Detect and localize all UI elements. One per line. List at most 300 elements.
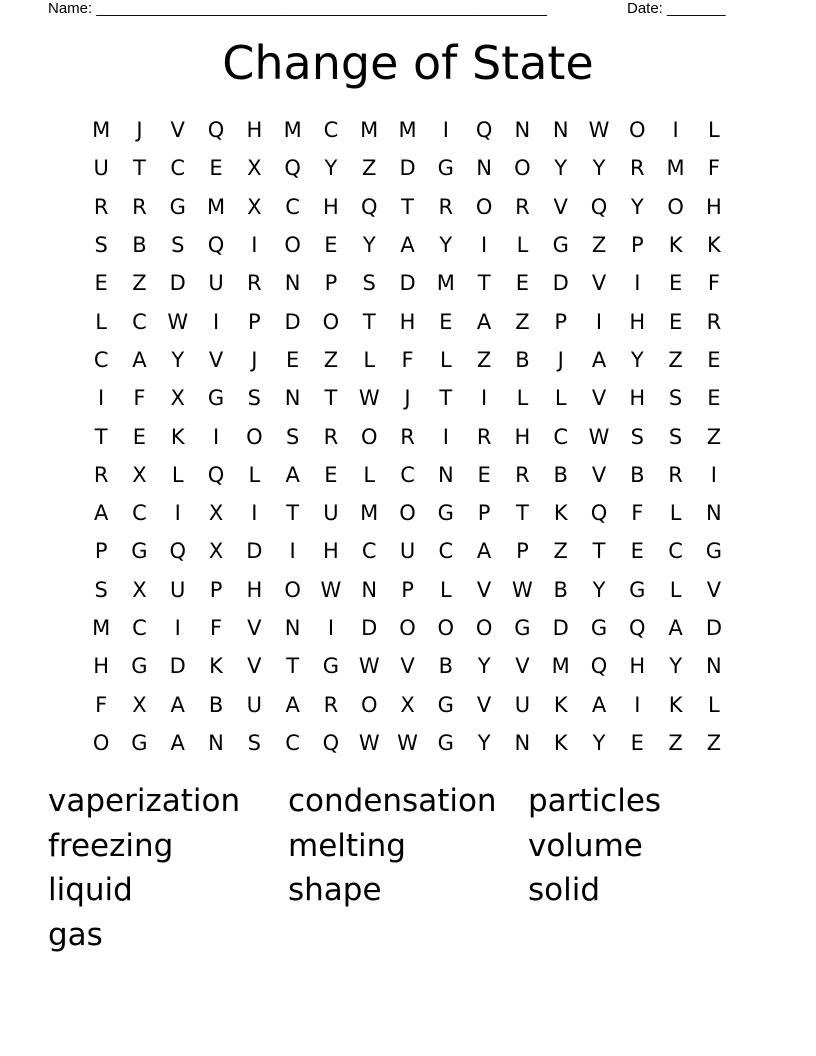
grid-letter: F bbox=[401, 347, 414, 372]
grid-letter: A bbox=[132, 347, 147, 372]
grid-letter: F bbox=[707, 271, 720, 296]
grid-letter: N bbox=[284, 616, 301, 640]
grid-letter: H bbox=[629, 654, 646, 679]
grid-letter: V bbox=[591, 271, 607, 296]
grid-letter: O bbox=[360, 424, 378, 449]
grid-letter: W bbox=[588, 118, 610, 143]
grid-letter: O bbox=[284, 233, 301, 258]
grid-letter: K bbox=[170, 424, 185, 449]
grid-letter: C bbox=[132, 501, 147, 526]
grid-letter: F bbox=[133, 386, 146, 411]
grid-letter: K bbox=[553, 692, 568, 717]
grid-letter: S bbox=[94, 233, 108, 258]
grid-letter: C bbox=[132, 309, 147, 334]
grid-letter: H bbox=[706, 194, 722, 219]
grid-letter: I bbox=[251, 501, 258, 526]
grid-letter: H bbox=[399, 309, 416, 334]
word-list-item: particles bbox=[528, 783, 662, 819]
grid-letter: I bbox=[327, 616, 335, 640]
grid-letter: R bbox=[247, 271, 262, 296]
grid-letter: H bbox=[629, 386, 646, 411]
grid-letter: U bbox=[93, 156, 109, 181]
grid-letter: L bbox=[669, 501, 682, 526]
grid-letter: O bbox=[475, 194, 493, 219]
grid-letter: Q bbox=[284, 156, 301, 181]
grid-letter: I bbox=[251, 233, 258, 258]
grid-letter: P bbox=[324, 271, 338, 296]
grid-letter: Q bbox=[169, 539, 186, 564]
grid-letter: Q bbox=[475, 118, 493, 143]
grid-letter: E bbox=[630, 539, 644, 564]
grid-letter: V bbox=[515, 654, 530, 679]
grid-letter: Z bbox=[362, 156, 377, 181]
grid-letter: T bbox=[286, 654, 300, 679]
grid-letter: F bbox=[209, 616, 223, 640]
grid-letter: C bbox=[400, 462, 415, 487]
grid-letter: J bbox=[136, 118, 143, 143]
grid-letter: R bbox=[438, 194, 454, 219]
grid-letter: V bbox=[591, 462, 607, 487]
grid-letter: R bbox=[323, 692, 339, 717]
grid-letter: J bbox=[404, 386, 411, 411]
grid-letter: G bbox=[207, 386, 225, 411]
grid-letter: D bbox=[169, 271, 186, 296]
grid-letter: G bbox=[322, 654, 340, 679]
grid-letter: R bbox=[630, 156, 645, 181]
grid-letter: E bbox=[668, 271, 683, 296]
grid-letter: L bbox=[363, 347, 376, 372]
grid-letter: R bbox=[476, 424, 492, 449]
grid-letter: T bbox=[362, 309, 376, 334]
grid-letter: E bbox=[94, 271, 108, 296]
grid-letter: T bbox=[94, 424, 108, 449]
grid-letter: N bbox=[706, 501, 722, 526]
grid-letter: A bbox=[476, 309, 492, 334]
grid-letter: L bbox=[669, 577, 682, 602]
grid-letter: U bbox=[514, 692, 531, 717]
grid-letter: A bbox=[400, 233, 415, 258]
grid-letter: V bbox=[247, 654, 262, 679]
letter-grid bbox=[82, 111, 733, 762]
grid-letter: S bbox=[171, 233, 185, 258]
grid-letter: G bbox=[437, 156, 454, 181]
grid-letter: X bbox=[132, 692, 147, 717]
grid-letter: K bbox=[668, 233, 683, 258]
grid-letter: T bbox=[477, 271, 491, 296]
grid-letter: A bbox=[668, 616, 683, 640]
grid-letter: Y bbox=[592, 730, 606, 755]
grid-letter: R bbox=[93, 194, 109, 219]
grid-letter: P bbox=[248, 309, 261, 334]
grid-letter: L bbox=[439, 577, 452, 602]
grid-letter: K bbox=[707, 233, 721, 258]
grid-letter: P bbox=[516, 539, 529, 564]
word-list-item: melting bbox=[288, 827, 406, 864]
grid-letter: W bbox=[358, 386, 380, 411]
grid-letter: N bbox=[706, 654, 722, 679]
grid-letter: G bbox=[437, 692, 454, 717]
grid-letter: O bbox=[629, 118, 646, 143]
grid-letter: M bbox=[436, 271, 455, 296]
grid-letter: A bbox=[476, 539, 492, 564]
grid-letter: V bbox=[706, 577, 722, 602]
grid-letter: C bbox=[438, 539, 454, 564]
grid-letter: G bbox=[131, 730, 148, 755]
grid-letter: G bbox=[705, 539, 723, 564]
grid-letter: I bbox=[98, 386, 105, 411]
grid-letter: N bbox=[208, 730, 224, 755]
grid-letter: R bbox=[515, 194, 530, 219]
grid-letter: O bbox=[399, 501, 416, 526]
grid-letter: Y bbox=[171, 347, 185, 372]
grid-letter: V bbox=[400, 654, 415, 679]
grid-letter: C bbox=[170, 156, 186, 181]
grid-letter: Z bbox=[132, 271, 147, 296]
grid-letter: X bbox=[208, 501, 224, 526]
grid-letter: V bbox=[476, 577, 492, 602]
grid-letter: P bbox=[401, 577, 414, 602]
word-list-item: freezing bbox=[48, 827, 174, 864]
grid-letter: F bbox=[631, 501, 644, 526]
grid-letter: I bbox=[634, 692, 641, 717]
grid-letter: X bbox=[132, 462, 147, 487]
grid-letter: U bbox=[246, 692, 263, 717]
grid-letter: L bbox=[439, 347, 452, 372]
grid-letter: O bbox=[399, 616, 416, 640]
grid-letter: W bbox=[512, 577, 533, 602]
grid-letter: E bbox=[668, 309, 683, 334]
grid-letter: L bbox=[248, 462, 261, 487]
grid-letter: P bbox=[554, 309, 568, 334]
grid-letter: H bbox=[514, 424, 531, 449]
grid-letter: W bbox=[167, 309, 189, 334]
grid-letter: J bbox=[557, 347, 564, 372]
grid-letter: D bbox=[399, 271, 416, 296]
word-list-item: liquid bbox=[48, 872, 133, 909]
grid-letter: K bbox=[209, 654, 223, 679]
grid-letter: H bbox=[629, 309, 646, 334]
grid-letter: Q bbox=[590, 654, 608, 679]
grid-letter: N bbox=[437, 462, 454, 487]
grid-letter: O bbox=[360, 692, 378, 717]
grid-letter: X bbox=[170, 386, 185, 411]
grid-letter: Q bbox=[590, 194, 608, 219]
grid-letter: I bbox=[442, 424, 449, 449]
grid-letter: C bbox=[285, 730, 300, 755]
grid-letter: W bbox=[588, 424, 610, 449]
grid-letter: L bbox=[95, 309, 107, 334]
grid-letter: X bbox=[208, 539, 224, 564]
grid-letter: I bbox=[212, 424, 220, 449]
grid-letter: O bbox=[92, 730, 110, 755]
word-list-item: volume bbox=[528, 827, 643, 864]
word-list-item: condensation bbox=[288, 783, 497, 819]
grid-letter: J bbox=[251, 347, 258, 372]
grid-letter: K bbox=[668, 692, 683, 717]
grid-letter: F bbox=[95, 692, 108, 717]
grid-letter: L bbox=[363, 462, 376, 487]
grid-letter: G bbox=[131, 654, 148, 679]
grid-letter: M bbox=[398, 118, 417, 143]
grid-letter: O bbox=[667, 194, 684, 219]
grid-letter: C bbox=[285, 194, 300, 219]
grid-letter: A bbox=[285, 692, 300, 717]
grid-letter: P bbox=[209, 577, 223, 602]
grid-letter: A bbox=[93, 501, 109, 526]
grid-letter: L bbox=[516, 233, 529, 258]
grid-letter: U bbox=[170, 577, 186, 602]
grid-letter: M bbox=[92, 118, 111, 143]
grid-letter: E bbox=[439, 309, 453, 334]
grid-letter: Y bbox=[477, 730, 491, 755]
grid-letter: I bbox=[212, 309, 220, 334]
grid-letter: I bbox=[710, 462, 717, 487]
grid-letter: I bbox=[634, 271, 641, 296]
grid-letter: T bbox=[516, 501, 529, 526]
grid-letter: E bbox=[285, 347, 300, 372]
grid-letter: E bbox=[707, 347, 721, 372]
grid-letter: D bbox=[552, 616, 569, 640]
grid-letter: Q bbox=[590, 501, 608, 526]
grid-letter: G bbox=[437, 730, 454, 755]
grid-letter: D bbox=[246, 539, 263, 564]
grid-letter: L bbox=[171, 462, 184, 487]
grid-letter: F bbox=[707, 156, 720, 181]
grid-letter: Z bbox=[706, 730, 722, 755]
grid-letter: Y bbox=[592, 577, 606, 602]
grid-letter: V bbox=[591, 386, 607, 411]
grid-letter: N bbox=[552, 118, 569, 143]
grid-letter: G bbox=[590, 616, 608, 640]
grid-letter: E bbox=[707, 386, 721, 411]
grid-letter: D bbox=[361, 616, 378, 640]
grid-letter: X bbox=[132, 577, 147, 602]
grid-letter: Y bbox=[630, 347, 644, 372]
grid-letter: T bbox=[133, 156, 146, 181]
grid-letter: G bbox=[629, 577, 646, 602]
grid-letter: G bbox=[169, 194, 186, 219]
grid-letter: I bbox=[481, 386, 488, 411]
grid-letter: K bbox=[553, 730, 568, 755]
grid-letter: T bbox=[439, 386, 453, 411]
word-list bbox=[48, 779, 768, 958]
grid-letter: Z bbox=[591, 233, 607, 258]
grid-letter: W bbox=[320, 577, 342, 602]
grid-letter: A bbox=[591, 692, 607, 717]
grid-letter: B bbox=[132, 233, 147, 258]
grid-letter: G bbox=[514, 616, 531, 640]
grid-letter: O bbox=[284, 577, 301, 602]
grid-letter: H bbox=[246, 577, 263, 602]
grid-letter: C bbox=[668, 539, 683, 564]
grid-letter: C bbox=[132, 616, 147, 640]
grid-letter: W bbox=[397, 730, 418, 755]
grid-letter: H bbox=[323, 539, 339, 564]
grid-letter: N bbox=[361, 577, 378, 602]
grid-letter: X bbox=[247, 156, 262, 181]
grid-letter: E bbox=[324, 462, 338, 487]
grid-letter: N bbox=[514, 118, 531, 143]
grid-letter: N bbox=[514, 730, 531, 755]
grid-letter: T bbox=[592, 539, 606, 564]
grid-letter: L bbox=[554, 386, 567, 411]
grid-letter: M bbox=[360, 501, 379, 526]
word-list-item: vaperization bbox=[48, 783, 241, 819]
grid-letter: Z bbox=[476, 347, 492, 372]
word-list-item: shape bbox=[288, 872, 382, 909]
grid-letter: S bbox=[362, 271, 376, 296]
grid-letter: O bbox=[437, 616, 455, 640]
grid-letter: Y bbox=[439, 233, 453, 258]
grid-letter: V bbox=[247, 616, 262, 640]
grid-letter: R bbox=[323, 424, 339, 449]
grid-letter: N bbox=[476, 156, 492, 181]
grid-letter: W bbox=[358, 654, 380, 679]
grid-letter: T bbox=[324, 386, 338, 411]
grid-letter: R bbox=[93, 462, 109, 487]
word-list-item: solid bbox=[528, 872, 601, 909]
grid-letter: Q bbox=[207, 233, 225, 258]
grid-letter: I bbox=[174, 501, 181, 526]
grid-letter: M bbox=[551, 654, 570, 679]
grid-letter: P bbox=[630, 233, 644, 258]
worksheet-header bbox=[48, 0, 748, 20]
grid-letter: T bbox=[401, 194, 414, 219]
grid-letter: S bbox=[247, 386, 261, 411]
grid-letter: M bbox=[283, 118, 302, 143]
grid-letter: V bbox=[476, 692, 492, 717]
grid-letter: N bbox=[284, 386, 301, 411]
grid-letter: D bbox=[552, 271, 569, 296]
grid-letter: B bbox=[438, 654, 454, 679]
grid-letter: U bbox=[399, 539, 416, 564]
grid-letter: P bbox=[94, 539, 108, 564]
grid-letter: R bbox=[515, 462, 530, 487]
date-field-label: Date: _______ bbox=[627, 0, 726, 17]
grid-letter: M bbox=[206, 194, 226, 219]
grid-letter: Y bbox=[630, 194, 644, 219]
grid-letter: V bbox=[553, 194, 568, 219]
grid-letter: Z bbox=[668, 730, 683, 755]
grid-letter: I bbox=[481, 233, 488, 258]
grid-letter: Y bbox=[592, 156, 606, 181]
word-list-item: gas bbox=[48, 917, 103, 954]
grid-letter: Z bbox=[668, 347, 683, 372]
grid-letter: A bbox=[170, 730, 185, 755]
grid-letter: G bbox=[131, 539, 148, 564]
grid-letter: Y bbox=[362, 233, 376, 258]
grid-letter: U bbox=[323, 501, 339, 526]
grid-letter: C bbox=[553, 424, 569, 449]
grid-letter: A bbox=[285, 462, 300, 487]
grid-letter: H bbox=[93, 654, 110, 679]
grid-letter: Q bbox=[629, 616, 646, 640]
grid-letter: Q bbox=[322, 730, 340, 755]
grid-letter: E bbox=[515, 271, 530, 296]
grid-letter: W bbox=[358, 730, 380, 755]
grid-letter: V bbox=[208, 347, 224, 372]
grid-letter: E bbox=[209, 156, 223, 181]
grid-letter: Q bbox=[207, 118, 225, 143]
grid-letter: O bbox=[514, 156, 531, 181]
grid-letter: I bbox=[595, 309, 603, 334]
grid-letter: M bbox=[92, 616, 111, 640]
grid-letter: Z bbox=[323, 347, 339, 372]
grid-letter: C bbox=[323, 118, 339, 143]
grid-letter: B bbox=[515, 347, 530, 372]
grid-letter: M bbox=[666, 156, 685, 181]
grid-letter: Z bbox=[706, 424, 722, 449]
grid-letter: G bbox=[437, 501, 454, 526]
grid-letter: Y bbox=[477, 654, 491, 679]
grid-letter: E bbox=[324, 233, 338, 258]
grid-letter: S bbox=[94, 577, 108, 602]
grid-letter: S bbox=[630, 424, 644, 449]
grid-letter: B bbox=[553, 577, 568, 602]
name-field-label: Name: ______________________________________________________ bbox=[48, 0, 547, 17]
grid-letter: Y bbox=[324, 156, 338, 181]
grid-letter: L bbox=[708, 118, 720, 143]
grid-letter: D bbox=[705, 616, 722, 640]
grid-letter: T bbox=[286, 501, 300, 526]
grid-letter: S bbox=[285, 424, 300, 449]
grid-letter: E bbox=[477, 462, 491, 487]
grid-letter: E bbox=[132, 424, 147, 449]
grid-letter: Q bbox=[207, 462, 225, 487]
grid-letter: Z bbox=[553, 539, 568, 564]
grid-letter: X bbox=[400, 692, 415, 717]
grid-letter: C bbox=[93, 347, 109, 372]
grid-letter: O bbox=[322, 309, 340, 334]
grid-letter: P bbox=[477, 501, 491, 526]
grid-letter: M bbox=[360, 118, 379, 143]
grid-letter: G bbox=[552, 233, 569, 258]
grid-letter: B bbox=[630, 462, 645, 487]
grid-letter: Q bbox=[360, 194, 378, 219]
grid-letter: R bbox=[400, 424, 415, 449]
grid-letter: E bbox=[630, 730, 644, 755]
grid-letter: Y bbox=[554, 156, 568, 181]
grid-letter: S bbox=[668, 424, 683, 449]
grid-letter: R bbox=[706, 309, 722, 334]
grid-letter: B bbox=[553, 462, 568, 487]
grid-letter: O bbox=[475, 616, 493, 640]
grid-letter: N bbox=[284, 271, 301, 296]
grid-letter: R bbox=[132, 194, 147, 219]
grid-letter: B bbox=[208, 692, 224, 717]
grid-letter: A bbox=[170, 692, 185, 717]
grid-letter: D bbox=[284, 309, 301, 334]
grid-letter: V bbox=[170, 118, 185, 143]
grid-letter: D bbox=[399, 156, 416, 181]
grid-letter: I bbox=[442, 118, 449, 143]
grid-letter: Z bbox=[515, 309, 530, 334]
page-title: Change of State bbox=[222, 36, 594, 90]
grid-letter: S bbox=[247, 730, 261, 755]
grid-letter: S bbox=[668, 386, 683, 411]
grid-letter: L bbox=[516, 386, 529, 411]
grid-letter: D bbox=[169, 654, 186, 679]
grid-letter: R bbox=[668, 462, 683, 487]
grid-letter: L bbox=[708, 692, 720, 717]
grid-letter: U bbox=[208, 271, 224, 296]
grid-letter: H bbox=[246, 118, 263, 143]
grid-letter: I bbox=[174, 616, 181, 640]
grid-letter: O bbox=[246, 424, 263, 449]
grid-letter: K bbox=[553, 501, 568, 526]
grid-letter: H bbox=[323, 194, 339, 219]
grid-letter: X bbox=[247, 194, 262, 219]
